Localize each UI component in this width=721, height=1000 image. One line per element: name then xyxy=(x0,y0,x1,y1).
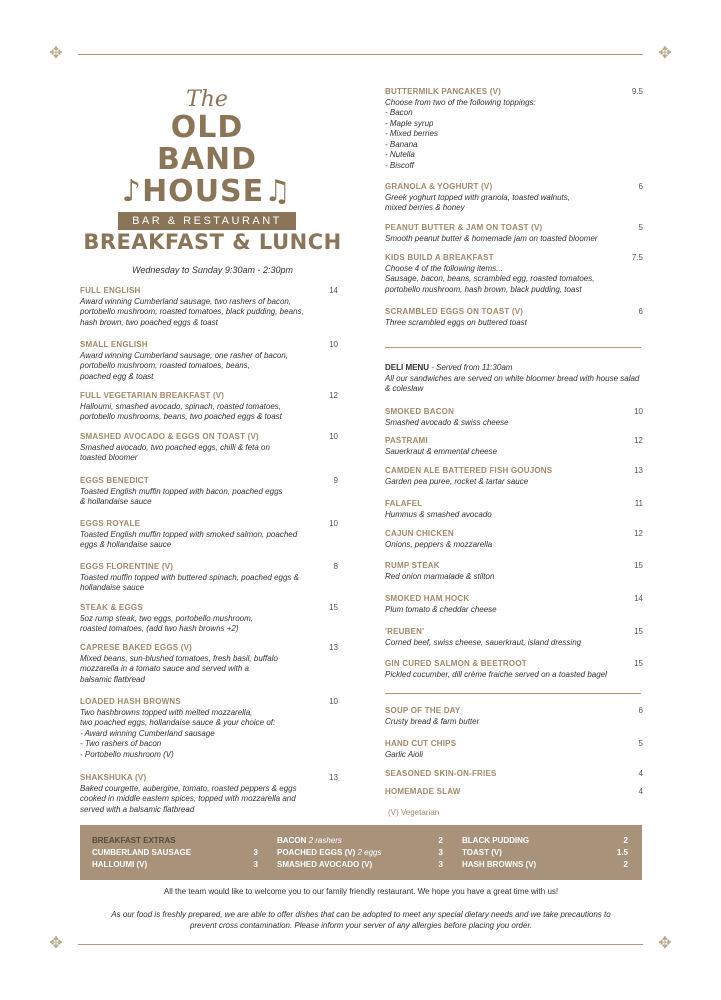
menu-item xyxy=(385,787,643,798)
menu-item xyxy=(80,773,338,815)
menu-item-desc: Smashed avocado & swiss cheese xyxy=(385,417,509,427)
menu-item-desc: Pickled cucumber, dill crème fraiche served on a toasted bagel xyxy=(385,669,607,679)
menu-item-price: 6 xyxy=(638,307,643,316)
extra-item xyxy=(277,847,443,859)
menu-item xyxy=(385,466,643,487)
extra-item-name: POACHED EGGS (V) xyxy=(277,848,356,857)
corner-ornament-icon: ✥ xyxy=(658,45,672,62)
menu-item xyxy=(80,476,338,508)
menu-item xyxy=(385,769,643,780)
extra-item-name: BACON xyxy=(277,836,307,845)
menu-item-price: 5 xyxy=(638,223,643,232)
menu-item-name: PEANUT BUTTER & JAM ON TOAST (V) xyxy=(385,223,543,232)
menu-item-desc: Baked courgette, aubergine, tomato, roasted peppers & eggs cooked in middle eastern spices, topped with mozzarella and served with a balsamic flatbread xyxy=(80,783,297,814)
menu-item-desc: Choose from two of the following toppings: - Bacon - Maple syrup - Mixed berries - Banana - Nutella - Biscoff xyxy=(385,97,536,170)
menu-item-name: CAJUN CHICKEN xyxy=(385,529,454,538)
welcome-text: All the team would like to welcome you to our family friendly restaurant. We hope you have a great time with us! xyxy=(163,887,559,896)
menu-item-price: 4 xyxy=(638,769,643,778)
menu-item-name: LOADED HASH BROWNS xyxy=(80,697,181,706)
page-title: BREAKFAST & LUNCH xyxy=(83,230,342,254)
menu-item xyxy=(385,436,643,457)
menu-item-desc: Toasted muffin topped with buttered spinach, poached eggs & hollandaise sauce xyxy=(80,572,299,592)
menu-item-price: 15 xyxy=(634,659,643,668)
menu-item-price: 9 xyxy=(333,476,338,485)
menu-item-price: 13 xyxy=(329,643,338,652)
menu-item xyxy=(80,286,338,328)
menu-item xyxy=(385,182,643,214)
menu-item-name: EGGS BENEDICT xyxy=(80,476,149,485)
menu-item xyxy=(385,307,643,328)
extra-item-name: CUMBERLAND SAUSAGE xyxy=(92,848,192,857)
extra-item-price: 2 xyxy=(623,836,628,845)
extra-item-price: 1.5 xyxy=(616,848,628,857)
extra-item-price: 2 xyxy=(623,860,628,869)
opening-hours: Wednesday to Sunday 9:30am - 2:30pm xyxy=(132,265,293,275)
extra-item-price: 3 xyxy=(253,848,258,857)
menu-item-price: 15 xyxy=(634,627,643,636)
logo-line1: OLD BAND xyxy=(156,110,258,177)
menu-item xyxy=(80,391,338,423)
extra-item-name: SMASHED AVOCADO (V) xyxy=(277,860,373,869)
menu-item-name: HAND CUT CHIPS xyxy=(385,739,457,748)
menu-item-price: 10 xyxy=(329,697,338,706)
menu-item-price: 15 xyxy=(329,603,338,612)
menu-item-name: EGGS ROYALE xyxy=(80,519,141,528)
extra-item-qualifier: 2 eggs xyxy=(355,848,382,857)
extra-item-name: HASH BROWNS (V) xyxy=(462,860,537,869)
extra-item xyxy=(92,859,258,871)
menu-item-price: 13 xyxy=(329,773,338,782)
menu-item-price: 12 xyxy=(634,436,643,445)
extras-heading: BREAKFAST EXTRAS xyxy=(92,836,176,845)
menu-item-name: SMALL ENGLISH xyxy=(80,340,148,349)
menu-item-desc: Crusty bread & farm butter xyxy=(385,716,480,726)
deli-title: DELI MENU xyxy=(385,363,429,372)
menu-item-price: 10 xyxy=(329,340,338,349)
menu-item-price: 4 xyxy=(638,787,643,796)
corner-ornament-icon: ✥ xyxy=(658,935,672,952)
extra-item-name: TOAST (V) xyxy=(462,848,502,857)
extra-item xyxy=(277,835,443,847)
menu-item-price: 11 xyxy=(634,499,643,508)
menu-item-name: SEASONED SKIN-ON-FRIES xyxy=(385,769,497,778)
menu-item-name: STEAK & EGGS xyxy=(80,603,143,612)
extra-item-qualifier: 2 rashers xyxy=(306,836,342,845)
menu-item-name: GRANOLA & YOGHURT (V) xyxy=(385,182,493,191)
breakfast-extras xyxy=(80,825,642,880)
menu-item-desc: Choose 4 of the following items... Sausage, bacon, beans, scrambled egg, roasted tomatoes, portobello mushroom, hash brown, black pudding, toast xyxy=(385,263,595,294)
deli-header xyxy=(385,363,643,395)
extra-item xyxy=(277,859,443,871)
menu-item xyxy=(80,432,338,464)
menu-item-desc: Onions, peppers & mozzarella xyxy=(385,539,493,549)
extra-item-name: HALLOUMI (V) xyxy=(92,860,148,869)
veg-note: (V) Vegetarian xyxy=(388,808,440,817)
extra-item-price: 3 xyxy=(438,860,443,869)
menu-item xyxy=(80,603,338,635)
menu-item-desc: Award winning Cumberland sausage, two rashers of bacon, portobello mushroom, roasted tomatoes, black pudding, beans, hash brown, two poached eggs & toast xyxy=(80,296,304,327)
divider xyxy=(385,693,641,694)
menu-item-name: FULL ENGLISH xyxy=(80,286,141,295)
menu-item-desc: Mixed beans, sun-blushed tomatoes, fresh basil, buffalo mozzarella in a tomato sauce and served with a balsamic flatbread xyxy=(80,653,278,684)
menu-item xyxy=(385,253,643,295)
menu-item xyxy=(385,561,643,582)
corner-ornament-icon: ✥ xyxy=(49,935,63,952)
menu-item xyxy=(385,529,643,550)
logo-the: The xyxy=(186,87,228,112)
menu-item-desc: Red onion marmalade & stilton xyxy=(385,571,495,581)
menu-item-desc: Toasted English muffin topped with smoked salmon, poached eggs & hollandaise sauce xyxy=(80,529,298,549)
extra-item xyxy=(462,835,628,847)
menu-item xyxy=(385,594,643,615)
menu-item xyxy=(385,407,643,428)
extra-item-price: 3 xyxy=(438,848,443,857)
menu-item-price: 8 xyxy=(333,562,338,571)
menu-item xyxy=(385,659,643,680)
extra-item-price: 3 xyxy=(253,860,258,869)
menu-item-price: 13 xyxy=(634,466,643,475)
menu-item xyxy=(80,643,338,685)
menu-item-name: PASTRAMI xyxy=(385,436,428,445)
extra-item xyxy=(462,859,628,871)
menu-item-desc: Greek yoghurt topped with granola, toasted walnuts, mixed berries & honey xyxy=(385,192,570,212)
menu-item xyxy=(385,706,643,727)
menu-item-name: EGGS FLORENTINE (V) xyxy=(80,562,174,571)
menu-item-desc: Hummus & smashed avocado xyxy=(385,509,492,519)
logo xyxy=(118,88,296,230)
menu-item-desc: Garlic Aioli xyxy=(385,749,423,759)
menu-item-name: SMOKED HAM HOCK xyxy=(385,594,470,603)
logo-line2: ♪HOUSE♫ xyxy=(121,174,293,209)
menu-item-name: RUMP STEAK xyxy=(385,561,440,570)
menu-item xyxy=(385,223,643,244)
menu-item-price: 12 xyxy=(329,391,338,400)
corner-ornament-icon: ✥ xyxy=(49,45,63,62)
menu-item-name: GIN CURED SALMON & BEETROOT xyxy=(385,659,527,668)
menu-item-desc: Toasted English muffin topped with bacon, poached eggs & hollandaise sauce xyxy=(80,486,283,506)
bottom-rule xyxy=(78,944,643,945)
menu-item xyxy=(80,562,338,594)
menu-item xyxy=(385,627,643,648)
menu-item-name: SMASHED AVOCADO & EGGS ON TOAST (V) xyxy=(80,432,259,441)
menu-item-price: 6 xyxy=(638,182,643,191)
menu-item-name: KIDS BUILD A BREAKFAST xyxy=(385,253,494,262)
menu-item xyxy=(385,739,643,760)
menu-item-price: 14 xyxy=(634,594,643,603)
menu-item-desc: Three scrambled eggs on buttered toast xyxy=(385,317,527,327)
logo-sub: BAR & RESTAURANT xyxy=(118,212,296,230)
menu-item-desc: Garden pea puree, rocket & tartar sauce xyxy=(385,476,529,486)
menu-item-name: SOUP OF THE DAY xyxy=(385,706,461,715)
menu-item-price: 5 xyxy=(638,739,643,748)
menu-item-price: 10 xyxy=(329,519,338,528)
deli-served: - Served from 11:30am xyxy=(429,363,513,372)
menu-item xyxy=(80,519,338,551)
menu-item-desc: Smashed avocado, two poached eggs, chilli & feta on toasted bloomer xyxy=(80,442,270,462)
menu-item-desc: Two hashbrowns topped with melted mozzarella, two poached eggs, hollandaise sauce & your choice of: - Award winning Cumberland sausage - Two rashers of bacon - Portobello mushroom (V) xyxy=(80,707,276,759)
menu-item-name: SHAKSHUKA (V) xyxy=(80,773,147,782)
allergy-text: As our food is freshly prepared, we are able to offer dishes that can be adopted to meet any special dietary needs and we take precautions to prevent cross contamination. Please inform your server of any allergies before placing you order. xyxy=(111,910,611,930)
deli-note: All our sandwiches are served on white bloomer bread with house salad & coleslaw xyxy=(385,373,640,393)
menu-item-price: 9.5 xyxy=(631,87,643,96)
menu-item-price: 10 xyxy=(634,407,643,416)
menu-item-name: SMOKED BACON xyxy=(385,407,455,416)
menu-item-name: CAMDEN ALE BATTERED FISH GOUJONS xyxy=(385,466,553,475)
menu-item-name: CAPRESE BAKED EGGS (V) xyxy=(80,643,192,652)
menu-item-price: 14 xyxy=(329,286,338,295)
menu-item-name: BUTTERMILK PANCAKES (V) xyxy=(385,87,502,96)
menu-item-name: SCRAMBLED EGGS ON TOAST (V) xyxy=(385,307,524,316)
menu-item xyxy=(80,697,338,760)
extra-item-price: 2 xyxy=(438,836,443,845)
menu-item-price: 7.5 xyxy=(631,253,643,262)
menu-item-price: 6 xyxy=(638,706,643,715)
menu-item-name: FULL VEGETARIAN BREAKFAST (V) xyxy=(80,391,225,400)
menu-item-desc: Sauerkraut & emmental cheese xyxy=(385,446,498,456)
menu-item-name: 'REUBEN' xyxy=(385,627,425,636)
menu-item-desc: Award winning Cumberland sausage, one rasher of bacon, portobello mushroom, roasted tomatoes, beans, poached egg & toast xyxy=(80,350,288,381)
menu-item-price: 12 xyxy=(634,529,643,538)
menu-item-desc: Corned beef, swiss cheese, sauerkraut, island dressing xyxy=(385,637,582,647)
extra-item xyxy=(462,847,628,859)
menu-item-name: FALAFEL xyxy=(385,499,423,508)
menu-item-price: 15 xyxy=(634,561,643,570)
menu-item xyxy=(385,87,643,171)
menu-item-price: 10 xyxy=(329,432,338,441)
extra-item-name: BLACK PUDDING xyxy=(462,836,530,845)
menu-item xyxy=(385,499,643,520)
menu-item-desc: Plum tomato & cheddar cheese xyxy=(385,604,497,614)
menu-item-desc: 5oz rump steak, two eggs, portobello mushroom, roasted tomatoes, (add two hash browns +2) xyxy=(80,613,253,633)
divider xyxy=(385,347,641,348)
menu-item-desc: Smooth peanut butter & homemade jam on toasted bloomer xyxy=(385,233,598,243)
menu-item xyxy=(80,340,338,382)
top-rule xyxy=(78,54,643,55)
menu-item-name: HOMEMADE SLAW xyxy=(385,787,461,796)
menu-item-desc: Halloumi, smashed avocado, spinach, roasted tomatoes, portobello mushrooms, beans, two poached eggs & toast xyxy=(80,401,282,421)
extra-item xyxy=(92,847,258,859)
